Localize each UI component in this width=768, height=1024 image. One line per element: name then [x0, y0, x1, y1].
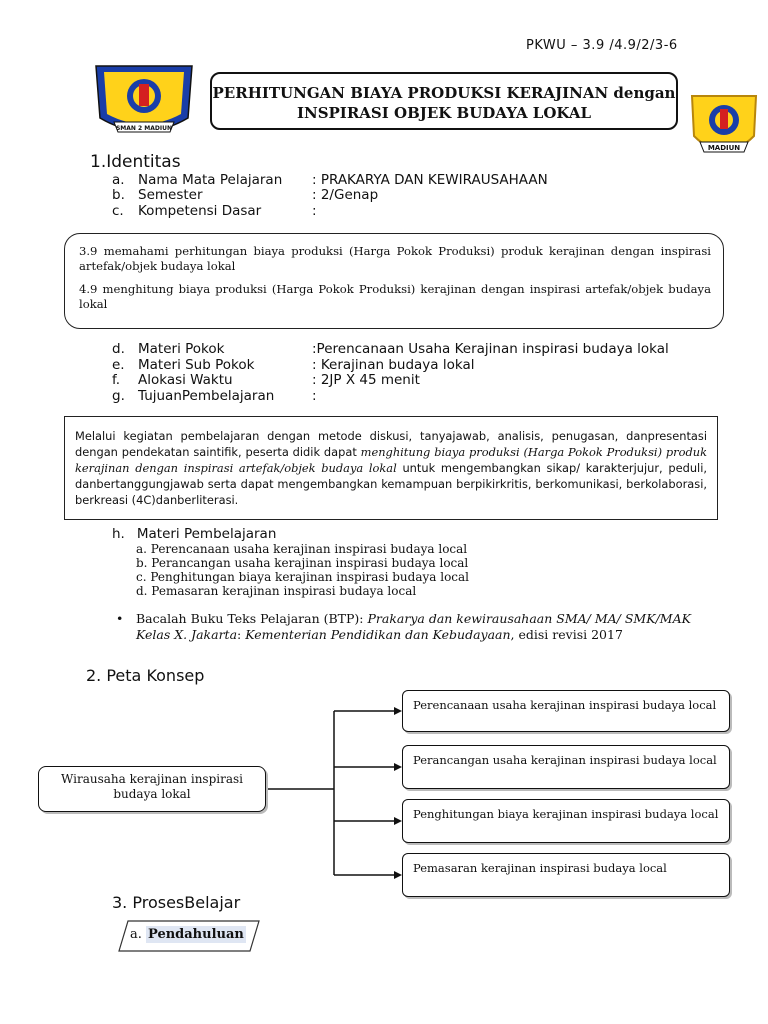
row-value: : [312, 203, 317, 219]
concept-branch-4: Pemasaran kerajinan inspirasi budaya local [402, 853, 730, 897]
row-value: : PRAKARYA DAN KEWIRAUSAHAAN [312, 172, 548, 188]
pendahuluan-tab [118, 920, 260, 952]
kd-3-9: 3.9 memahami perhitungan biaya produksi (Harga Pokok Produksi) produk kerajinan dengan inspirasi artefak/objek budaya lokal [79, 244, 711, 273]
row-value: : [312, 388, 317, 404]
referensi-publisher: Kementerian Pendidikan dan Kebudayaan [245, 627, 511, 642]
tujuan-text-2: menghitung biaya produksi (Harga Pokok Produksi) produk kerajinan dengan inspirasi artefak/objek budaya lokal [75, 445, 707, 475]
step-name: Pendahuluan [148, 927, 244, 942]
materi-item: c. Penghitungan biaya kerajinan inspirasi budaya local [136, 570, 470, 584]
row-label: c. [112, 203, 124, 219]
row-label: a. [112, 172, 125, 188]
section-identitas-heading: 1.Identitas [90, 152, 181, 172]
row-name: Nama Mata Pelajaran [138, 172, 283, 188]
row-label: e. [112, 357, 125, 373]
row-label: d. [112, 341, 125, 357]
kd-4-9: 4.9 menghitung biaya produksi (Harga Pokok Produksi) kerajinan dengan inspirasi artefak/objek budaya lokal [79, 282, 711, 311]
referensi-title: Prakarya dan kewirausahaan SMA/ MA/ SMK/MAK [367, 611, 691, 626]
concept-branch-3: Penghitungan biaya kerajinan inspirasi budaya local [402, 799, 730, 843]
step-label: a. [130, 927, 147, 942]
logo-left-text: SMAN 2 MADIUN [115, 125, 173, 132]
row-name: TujuanPembelajaran [138, 388, 275, 404]
tujuan-text-1: Melalui kegiatan pembelajaran dengan metode diskusi, tanyajawab, analisis, penugasan, danpresentasi dengan pendekatan saintifik, peserta didik dapat [75, 429, 707, 459]
row-value: : 2JP X 45 menit [312, 372, 420, 388]
document-title-line1: PERHITUNGAN BIAYA PRODUKSI KERAJINAN dengan [212, 84, 676, 102]
materi-heading-text: Materi Pembelajaran [136, 526, 277, 542]
row-label: g. [112, 388, 125, 404]
row-value: : Kerajinan budaya lokal [312, 357, 475, 373]
row-label: b. [112, 187, 125, 203]
tujuan-text-3: untuk mengembangkan sikap/ karakterjujur, peduli, danbertanggungjawab serta dapat mengembangkan kemampuan berpikirkritis, berkomunikasi, berkolaborasi, berkreasi (4C)danberliterasi. [75, 461, 707, 507]
row-value: :Perencanaan Usaha Kerajinan inspirasi budaya lokal [312, 341, 669, 357]
referensi-edition: , edisi revisi 2017 [510, 627, 623, 642]
section-proses-belajar-heading: 3. ProsesBelajar [112, 893, 241, 912]
arrow-head [394, 707, 402, 715]
logo-right-text: MADIUN [707, 144, 741, 152]
materi-label: h. [112, 526, 125, 542]
row-name: Semester [138, 187, 203, 203]
arrow-head [394, 871, 402, 879]
concept-root-box: Wirausaha kerajinan inspirasi budaya lokal [38, 766, 266, 812]
materi-item: a. Perencanaan usaha kerajinan inspirasi budaya local [136, 542, 468, 556]
materi-item: b. Perancangan usaha kerajinan inspirasi budaya local [136, 556, 469, 570]
row-value: : 2/Genap [312, 187, 379, 203]
document-code: PKWU – 3.9 /4.9/2/3-6 [526, 38, 678, 53]
row-name: Materi Pokok [138, 341, 225, 357]
row-name: Alokasi Waktu [138, 372, 233, 388]
concept-branch-1: Perencanaan usaha kerajinan inspirasi budaya local [402, 690, 730, 732]
row-name: Materi Sub Pokok [138, 357, 255, 373]
row-label: f. [112, 372, 121, 388]
referensi-bullet: • [116, 611, 124, 626]
document-title-line2: INSPIRASI OBJEK BUDAYA LOKAL [296, 104, 592, 122]
pendahuluan-label [130, 927, 246, 942]
materi-item: d. Pemasaran kerajinan inspirasi budaya local [136, 584, 417, 598]
section-peta-konsep-heading: 2. Peta Konsep [86, 666, 205, 685]
arrow-head [394, 817, 402, 825]
concept-branch-2: Perancangan usaha kerajinan inspirasi budaya local [402, 745, 730, 789]
referensi-prefix: Bacalah Buku Teks Pelajaran (BTP): [136, 611, 368, 626]
arrow-head [394, 763, 402, 771]
row-name: Kompetensi Dasar [138, 203, 262, 219]
referensi-sep: : [237, 627, 246, 642]
referensi-city: Kelas X. Jakarta [136, 627, 238, 642]
